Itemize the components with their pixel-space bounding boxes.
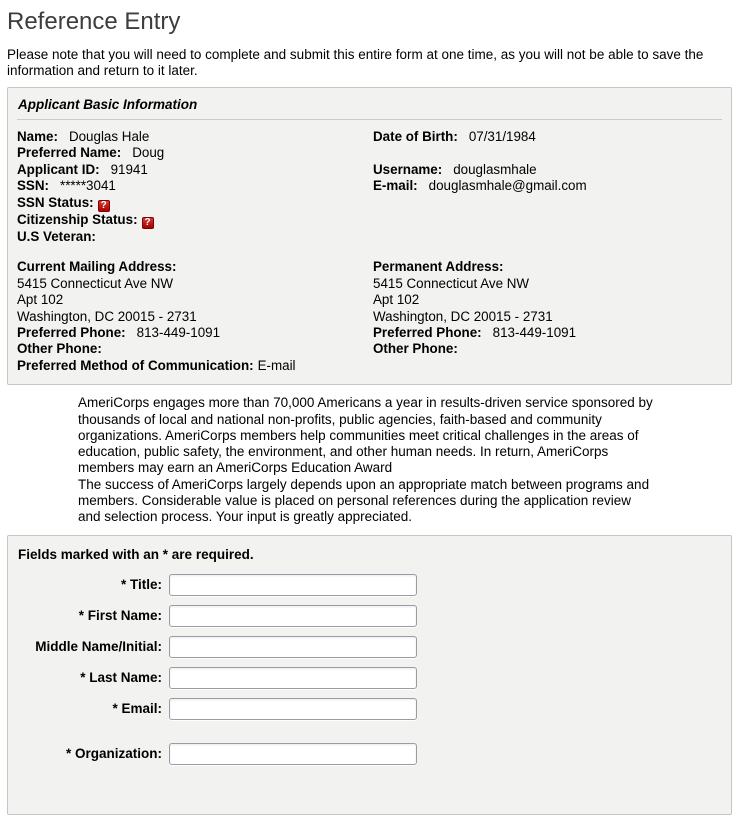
americorps-paragraph-2: The success of AmeriCorps largely depends upon an appropriate match between programs and members. Considerable value is placed on personal references during the application review and selection process. Your input is greatly appreciated. bbox=[78, 476, 650, 525]
applicant-id-label: Applicant ID: bbox=[17, 161, 100, 177]
comm-method-row bbox=[17, 358, 373, 374]
mailing-address-line1: 5415 Connecticut Ave NW bbox=[17, 275, 174, 291]
mailing-preferred-phone-value: 813-449-1091 bbox=[136, 325, 221, 341]
organization-field-label: * Organization: bbox=[65, 746, 162, 762]
email-field-label: * Email: bbox=[112, 701, 162, 717]
mailing-address-heading: Current Mailing Address: bbox=[17, 259, 177, 275]
citizenship-status-help-icon[interactable]: ? bbox=[142, 217, 154, 229]
permanent-other-phone-label: Other Phone: bbox=[373, 341, 458, 357]
name-label: Name: bbox=[17, 129, 58, 144]
permanent-other-phone-row bbox=[373, 341, 722, 357]
veteran-label: U.S Veteran: bbox=[17, 229, 96, 245]
ssn-status-row bbox=[17, 195, 373, 212]
identity-right-column bbox=[373, 129, 722, 245]
citizenship-status-label: Citizenship Status: bbox=[17, 211, 138, 227]
applicant-id-value: 91941 bbox=[110, 161, 148, 177]
permanent-address-line3: Washington, DC 20015 - 2731 bbox=[373, 308, 553, 324]
dob-value: 07/31/1984 bbox=[468, 129, 536, 144]
address-grid bbox=[17, 259, 722, 374]
username-value: douglasmhale bbox=[453, 161, 537, 177]
first-name-input[interactable] bbox=[169, 605, 417, 627]
ssn-row bbox=[17, 178, 373, 194]
last-name-field-label: * Last Name: bbox=[80, 670, 162, 686]
mailing-address-line3: Washington, DC 20015 - 2731 bbox=[17, 308, 197, 324]
page-title: Reference Entry bbox=[7, 8, 181, 35]
middle-name-field-row bbox=[17, 636, 722, 658]
email-row bbox=[373, 178, 722, 194]
title-field-label: * Title: bbox=[120, 577, 162, 593]
email-field-row bbox=[17, 698, 722, 720]
mailing-preferred-phone-row bbox=[17, 325, 373, 341]
reference-form-panel bbox=[7, 535, 732, 815]
citizenship-status-row bbox=[17, 212, 373, 229]
dob-row bbox=[373, 129, 722, 145]
veteran-row bbox=[17, 229, 373, 245]
permanent-address-line2: Apt 102 bbox=[373, 292, 420, 308]
middle-name-field-label: Middle Name/Initial: bbox=[35, 639, 162, 655]
first-name-field-label: * First Name: bbox=[78, 608, 162, 624]
mailing-address-line2: Apt 102 bbox=[17, 292, 64, 308]
name-row bbox=[17, 129, 373, 145]
ssn-status-help-icon[interactable]: ? bbox=[98, 200, 110, 212]
permanent-preferred-phone-row bbox=[373, 325, 722, 341]
email-value: douglasmhale@gmail.com bbox=[428, 178, 587, 194]
permanent-preferred-phone-value: 813-449-1091 bbox=[492, 325, 577, 341]
name-value: Douglas Hale bbox=[68, 129, 150, 144]
section-divider bbox=[17, 119, 722, 120]
middle-name-input[interactable] bbox=[169, 636, 417, 658]
organization-input[interactable] bbox=[169, 743, 417, 765]
americorps-description bbox=[78, 395, 653, 525]
required-fields-note: Fields marked with an * are required. bbox=[18, 546, 254, 562]
mailing-preferred-phone-label: Preferred Phone: bbox=[17, 325, 126, 341]
mailing-address-column bbox=[17, 259, 373, 374]
email-label: E-mail: bbox=[373, 178, 418, 194]
dob-label: Date of Birth: bbox=[373, 129, 458, 144]
permanent-address-heading: Permanent Address: bbox=[373, 259, 504, 275]
title-input[interactable] bbox=[169, 574, 417, 596]
comm-method-value: E-mail bbox=[257, 357, 296, 373]
permanent-address-line1: 5415 Connecticut Ave NW bbox=[373, 275, 530, 291]
username-row bbox=[373, 162, 722, 178]
last-name-input[interactable] bbox=[169, 667, 417, 689]
spacer-row bbox=[373, 145, 722, 161]
mailing-other-phone-row bbox=[17, 341, 373, 357]
ssn-status-label: SSN Status: bbox=[17, 194, 94, 210]
applicant-basic-info-panel bbox=[7, 87, 732, 385]
preferred-name-label: Preferred Name: bbox=[17, 145, 122, 161]
ssn-value: *****3041 bbox=[60, 178, 116, 194]
preferred-name-value: Doug bbox=[132, 145, 165, 161]
permanent-preferred-phone-label: Preferred Phone: bbox=[373, 325, 482, 341]
last-name-field-row bbox=[17, 667, 722, 689]
mailing-other-phone-label: Other Phone: bbox=[17, 341, 102, 357]
permanent-address-column bbox=[373, 259, 722, 374]
one-time-submit-note: Please note that you will need to complete and submit this entire form at one time, as you will not be able to save the information and return to it later. bbox=[7, 47, 704, 78]
identity-grid bbox=[17, 129, 722, 245]
organization-field-row bbox=[17, 743, 722, 765]
identity-left-column bbox=[17, 129, 373, 245]
preferred-name-row bbox=[17, 145, 373, 161]
comm-method-label: Preferred Method of Communication: bbox=[17, 357, 254, 373]
applicant-id-row bbox=[17, 162, 373, 178]
username-label: Username: bbox=[373, 161, 443, 177]
ssn-label: SSN: bbox=[17, 178, 49, 194]
americorps-paragraph-1: AmeriCorps engages more than 70,000 Americans a year in results-driven service sponsored by thousands of local and national non-profits, public agencies, faith-based and community organizations. AmeriCorps members help communities meet critical challenges in the areas of education, public safety, the environment, and other human needs. In return, AmeriCorps members may earn an AmeriCorps Education Award bbox=[78, 395, 653, 476]
email-input[interactable] bbox=[169, 698, 417, 720]
first-name-field-row bbox=[17, 605, 722, 627]
section-title: Applicant Basic Information bbox=[18, 97, 198, 112]
title-field-row bbox=[17, 574, 722, 596]
